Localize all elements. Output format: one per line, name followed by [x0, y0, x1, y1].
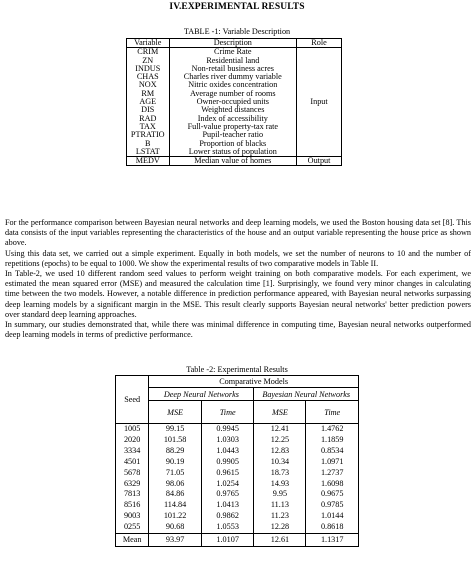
table1-caption: TABLE -1: Variable Description: [183, 27, 291, 36]
header-bnn-mse: MSE: [254, 401, 306, 424]
paragraph: For the performance comparison between Bayesian neural networks and deep learning models, we used the Boston housing data set [8]. This data consists of the input variables representing the characteristics of the house and an output variable representing the house price as shown above.: [5, 218, 471, 248]
dnn-mse-cell: 99.15: [149, 424, 202, 435]
header-role: Role: [297, 39, 342, 48]
bnn-time-cell: 1.0971: [306, 457, 359, 468]
header-dnn-mse: MSE: [149, 401, 202, 424]
seed-cell: 1005: [116, 424, 149, 435]
table2-row: [116, 522, 359, 533]
bnn-time-cell: 1.2737: [306, 468, 359, 479]
table1-body: [127, 48, 342, 166]
description-cell: Average number of rooms: [169, 90, 297, 98]
table2-row: [116, 424, 359, 435]
header-comparative-models: Comparative Models: [149, 376, 359, 388]
dnn-mse-cell: 90.19: [149, 457, 202, 468]
variable-cell: RAD: [127, 115, 170, 123]
seed-cell: 3334: [116, 446, 149, 457]
variable-cell: CRIM: [127, 48, 170, 57]
paragraph: In Table-2, we used 10 different random seed values to perform weight training on both comparative models. For each experiment, we estimated the mean squared error (MSE) and measured the calculation time [1]. Surprisingly, we found very minor changes in calculating time between the two models. However, a notable difference in prediction performance appeared, with Bayesian neural networks surpassing deep learning models by a significant margin in the MSE. This result clearly supports Bayesian neural networks' better prediction powers over standard deep learning approaches.: [5, 269, 471, 319]
dnn-time-cell: 0.9765: [201, 489, 254, 500]
bnn-time-cell: 1.4762: [306, 424, 359, 435]
seed-cell: 2020: [116, 435, 149, 446]
seed-cell: 6329: [116, 479, 149, 490]
description-cell: Index of accessibility: [169, 115, 297, 123]
header-dnn-time: Time: [201, 401, 254, 424]
table2-row: [116, 457, 359, 468]
dnn-mse-cell: 88.29: [149, 446, 202, 457]
variable-cell: TAX: [127, 123, 170, 131]
dnn-time-cell: 0.9862: [201, 511, 254, 522]
variable-cell: AGE: [127, 98, 170, 106]
bnn-time-cell: 0.9785: [306, 500, 359, 511]
table2-row: [116, 500, 359, 511]
table2-mean-row: [116, 534, 359, 547]
description-cell: Charles river dummy variable: [169, 73, 297, 81]
bnn-mse-cell: 12.83: [254, 446, 306, 457]
body-text: [5, 218, 471, 340]
bnn-time-cell: 0.8618: [306, 522, 359, 533]
bnn-time-cell: 1.6098: [306, 479, 359, 490]
description-cell: Lower status of population: [169, 148, 297, 157]
dnn-mse-cell: 98.06: [149, 479, 202, 490]
bnn-mse-mean-cell: 12.61: [254, 534, 306, 547]
dnn-mse-cell: 90.68: [149, 522, 202, 533]
variable-description-table: [126, 38, 342, 166]
dnn-time-cell: 1.0553: [201, 522, 254, 533]
header-deep-neural-networks: Deep Neural Networks: [149, 388, 254, 401]
bnn-mse-cell: 18.73: [254, 468, 306, 479]
seed-cell: 5678: [116, 468, 149, 479]
dnn-time-mean-cell: 1.0107: [201, 534, 254, 547]
table2-body: [116, 424, 359, 547]
variable-cell: ZN: [127, 57, 170, 65]
bnn-time-cell: 0.9675: [306, 489, 359, 500]
variable-cell: DIS: [127, 106, 170, 114]
dnn-time-cell: 0.9615: [201, 468, 254, 479]
seed-cell: 0255: [116, 522, 149, 533]
dnn-time-cell: 1.0443: [201, 446, 254, 457]
dnn-mse-cell: 84.86: [149, 489, 202, 500]
dnn-mse-cell: 101.58: [149, 435, 202, 446]
table2-row: [116, 468, 359, 479]
seed-cell: 9003: [116, 511, 149, 522]
table1-output-row: [127, 157, 342, 166]
description-cell: Residential land: [169, 57, 297, 65]
table2-row: [116, 435, 359, 446]
table2-row: [116, 511, 359, 522]
dnn-mse-mean-cell: 93.97: [149, 534, 202, 547]
bnn-mse-cell: 12.41: [254, 424, 306, 435]
table2-caption: Table -2: Experimental Results: [186, 365, 288, 374]
bnn-time-cell: 1.1859: [306, 435, 359, 446]
description-cell: Pupil-teacher ratio: [169, 131, 297, 139]
table2-group-row: [116, 376, 359, 388]
bnn-mse-cell: 11.23: [254, 511, 306, 522]
description-cell: Median value of homes: [169, 157, 297, 166]
variable-cell: RM: [127, 90, 170, 98]
role-cell-input: Input: [297, 48, 342, 157]
dnn-time-cell: 1.0413: [201, 500, 254, 511]
bnn-mse-cell: 12.25: [254, 435, 306, 446]
table2-stat-row: [116, 401, 359, 424]
dnn-mse-cell: 101.22: [149, 511, 202, 522]
description-cell: Nitric oxides concentration: [169, 81, 297, 89]
seed-cell: 4501: [116, 457, 149, 468]
bnn-time-mean-cell: 1.1317: [306, 534, 359, 547]
table2-row: [116, 479, 359, 490]
header-seed: Seed: [116, 376, 149, 424]
description-cell: Crime Rate: [169, 48, 297, 57]
paragraph: Using this data set, we carried out a simple experiment. Equally in both models, we set the number of neurons to 10 and the number of repetitions (epochs) to be equal to 1000. We show the experimental results of two comparative models in Table II.: [5, 248, 471, 268]
dnn-mse-cell: 71.05: [149, 468, 202, 479]
header-bnn-time: Time: [306, 401, 359, 424]
header-description: Description: [169, 39, 297, 48]
bnn-mse-cell: 11.13: [254, 500, 306, 511]
header-bayesian-neural-networks: Bayesian Neural Networks: [254, 388, 359, 401]
seed-cell: 7813: [116, 489, 149, 500]
header-variable: Variable: [127, 39, 170, 48]
dnn-time-cell: 0.9905: [201, 457, 254, 468]
section-title: IV.EXPERIMENTAL RESULTS: [169, 2, 305, 12]
bnn-mse-cell: 12.28: [254, 522, 306, 533]
seed-cell: 8516: [116, 500, 149, 511]
bnn-mse-cell: 14.93: [254, 479, 306, 490]
variable-cell: LSTAT: [127, 148, 170, 157]
dnn-mse-cell: 114.84: [149, 500, 202, 511]
variable-cell: NOX: [127, 81, 170, 89]
variable-cell: MEDV: [127, 157, 170, 166]
bnn-mse-cell: 10.34: [254, 457, 306, 468]
variable-cell: CHAS: [127, 73, 170, 81]
table2-model-row: [116, 388, 359, 401]
table2-row: [116, 489, 359, 500]
description-cell: Weighted distances: [169, 106, 297, 114]
bnn-time-cell: 0.8534: [306, 446, 359, 457]
variable-cell: PTRATIO: [127, 131, 170, 139]
dnn-time-cell: 1.0254: [201, 479, 254, 490]
mean-label-cell: Mean: [116, 534, 149, 547]
dnn-time-cell: 1.0303: [201, 435, 254, 446]
variable-cell: B: [127, 140, 170, 148]
description-cell: Proportion of blacks: [169, 140, 297, 148]
role-cell: Output: [297, 157, 342, 166]
description-cell: Owner-occupied units: [169, 98, 297, 106]
table2-row: [116, 446, 359, 457]
description-cell: Non-retail business acres: [169, 65, 297, 73]
description-cell: Full-value property-tax rate: [169, 123, 297, 131]
bnn-mse-cell: 9.95: [254, 489, 306, 500]
bnn-time-cell: 1.0144: [306, 511, 359, 522]
experimental-results-table: [115, 375, 359, 547]
variable-cell: INDUS: [127, 65, 170, 73]
paragraph: In summary, our studies demonstrated that, while there was minimal difference in computing time, Bayesian neural networks outperformed deep learning models in terms of predictive performance.: [5, 320, 471, 340]
dnn-time-cell: 0.9945: [201, 424, 254, 435]
